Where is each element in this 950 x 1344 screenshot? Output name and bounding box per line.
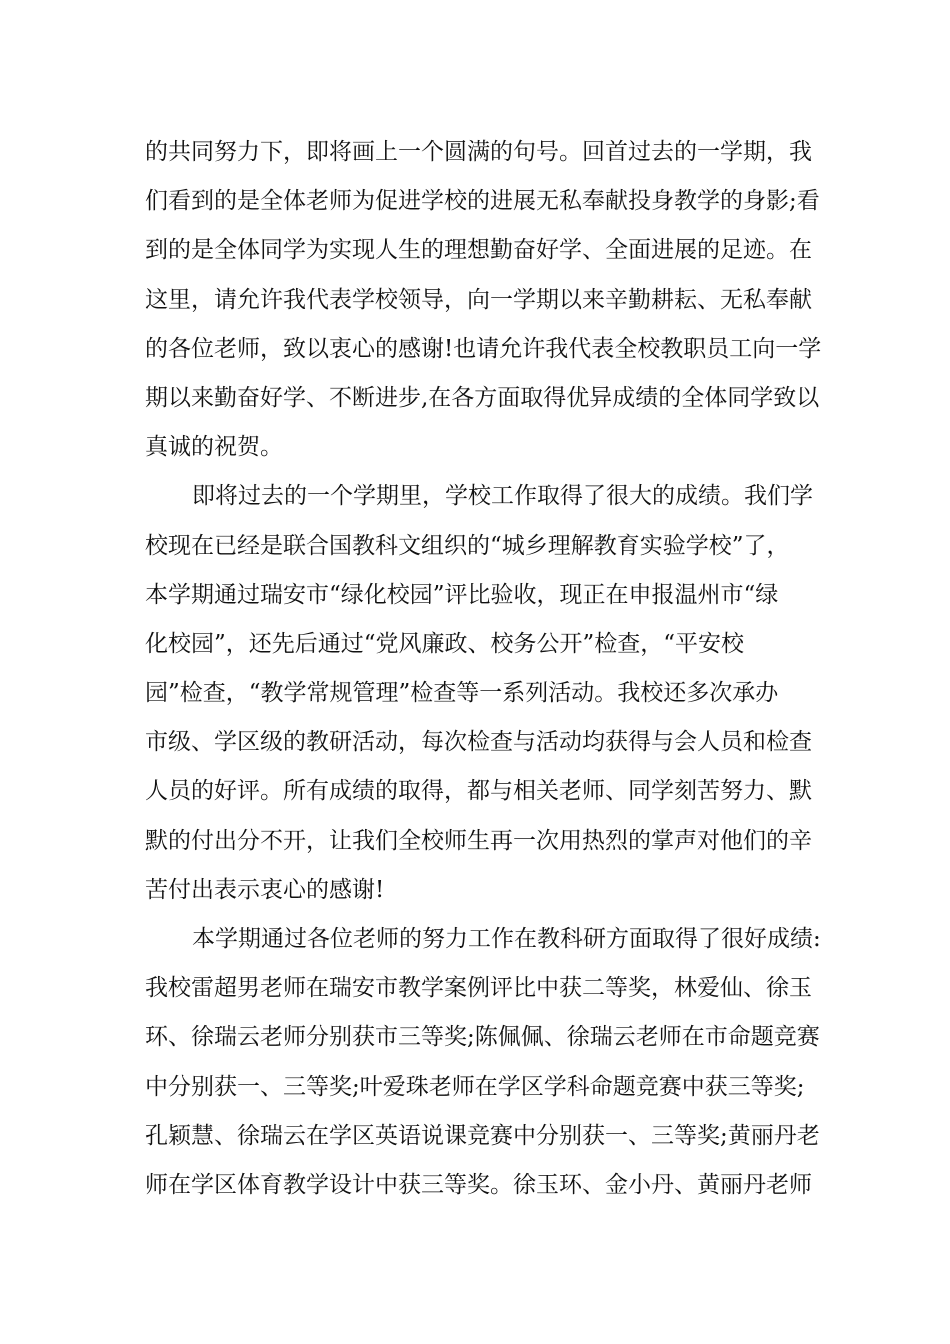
paragraph-1 <box>145 128 822 472</box>
document-body <box>145 128 822 1210</box>
text-line: 师在学区体育教学设计中获三等奖。徐玉环、金小丹、黄丽丹老师 <box>145 1171 812 1198</box>
text-line: 化校园”，还先后通过“党风廉政、校务公开”检查，“平安校 <box>145 630 745 657</box>
text-line: 我校雷超男老师在瑞安市教学案例评比中获二等奖，林爱仙、徐玉 <box>145 975 812 1002</box>
text-line: 即将过去的一个学期里，学校工作取得了很大的成绩。我们学 <box>192 483 813 510</box>
text-line: 期以来勤奋好学、不断进步,在各方面取得优异成绩的全体同学致以 <box>145 384 820 411</box>
text-line: 孔颖慧、徐瑞云在学区英语说课竞赛中分别获一、三等奖;黄丽丹老 <box>145 1122 820 1149</box>
text-line: 的共同努力下，即将画上一个圆满的句号。回首过去的一学期，我 <box>145 139 812 165</box>
text-line: 市级、学区级的教研活动，每次检查与活动均获得与会人员和检查 <box>145 729 812 756</box>
text-line: 们看到的是全体老师为促进学校的进展无私奉献投身教学的身影;看 <box>145 188 820 215</box>
text-line: 默的付出分不开，让我们全校师生再一次用热烈的掌声对他们的辛 <box>145 827 812 854</box>
text-line: 的各位老师，致以衷心的感谢!也请允许我代表全校教职员工向一学 <box>145 335 822 362</box>
text-line: 本学期通过各位老师的努力工作在教科研方面取得了很好成绩: <box>192 926 821 952</box>
paragraph-2 <box>145 472 817 915</box>
text-line: 校现在已经是联合国教科文组织的“城乡理解教育实验学校”了， <box>145 532 790 559</box>
text-line: 真诚的祝贺。 <box>145 434 283 461</box>
text-line: 苦付出表示衷心的感谢! <box>145 876 385 903</box>
text-line: 到的是全体同学为实现人生的理想勤奋好学、全面进展的足迹。在 <box>145 237 812 264</box>
text-line: 中分别获一、三等奖;叶爱珠老师在学区学科命题竞赛中获三等奖; <box>145 1073 805 1100</box>
text-line: 环、徐瑞云老师分别获市三等奖;陈佩佩、徐瑞云老师在市命题竞赛 <box>145 1024 820 1051</box>
paragraph-3 <box>145 915 821 1210</box>
text-line: 人员的好评。所有成绩的取得，都与相关老师、同学刻苦努力、默 <box>145 778 812 805</box>
text-line: 这里，请允许我代表学校领导，向一学期以来辛勤耕耘、无私奉献 <box>145 286 812 313</box>
text-line: 本学期通过瑞安市“绿化校园”评比验收，现正在申报温州市“绿 <box>145 581 779 608</box>
text-line: 园”检查，“教学常规管理”检查等一系列活动。我校还多次承办 <box>145 680 779 707</box>
